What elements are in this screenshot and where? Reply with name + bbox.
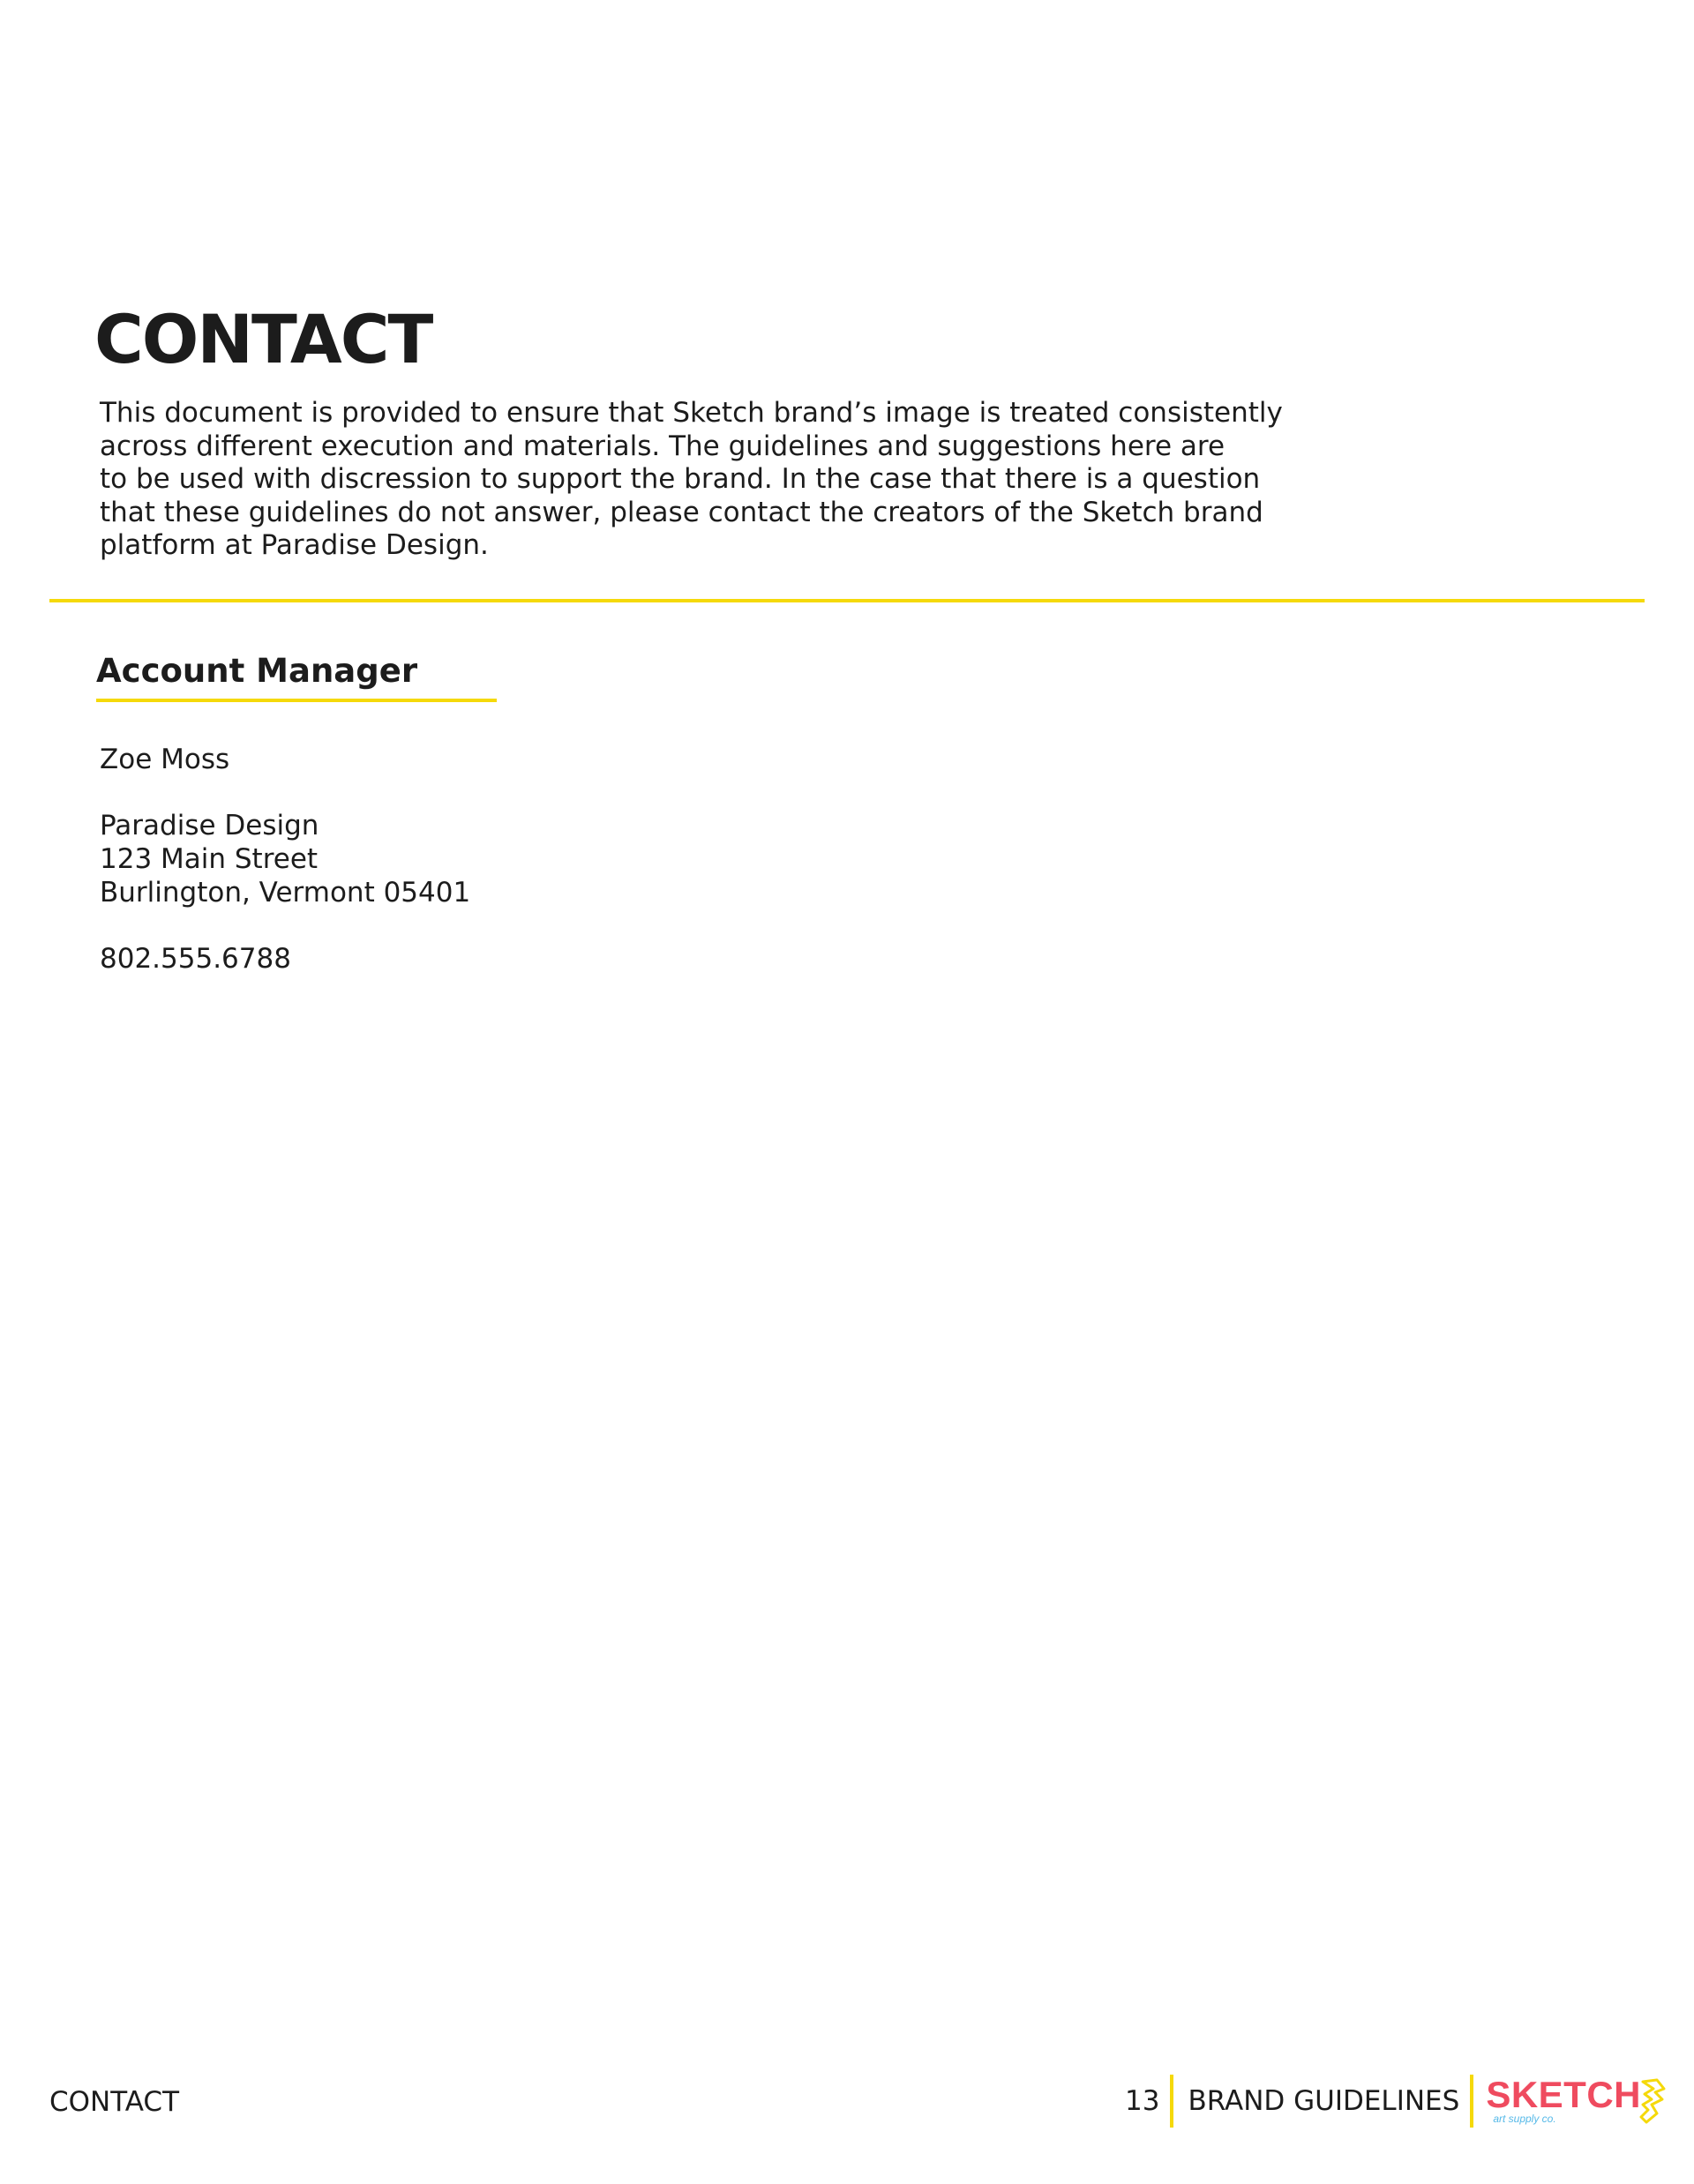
sketch-logo [1473, 2073, 1641, 2129]
page-number: 13 [1125, 2085, 1160, 2117]
footer-divider [1170, 2075, 1173, 2128]
intro-line: across different execution and materials. The guidelines and suggestions here are [100, 430, 1226, 462]
account-manager-heading: Account Manager [96, 652, 418, 690]
contact-company: Paradise Design [100, 810, 319, 841]
intro-paragraph [100, 397, 1353, 563]
heading-underline [96, 699, 497, 702]
intro-line: that these guidelines do not answer, please contact the creators of the Sketch brand [100, 496, 1263, 528]
intro-line: to be used with discression to support the brand. In the case that there is a question [100, 463, 1261, 495]
intro-line: platform at Paradise Design. [100, 529, 489, 561]
contact-street: 123 Main Street [100, 843, 319, 875]
section-divider [49, 599, 1645, 602]
footer-section-label: CONTACT [49, 2086, 180, 2118]
logo-tagline: art supply co. [1493, 2113, 1556, 2125]
contact-name: Zoe Moss [100, 744, 230, 775]
contact-phone: 802.555.6788 [100, 943, 291, 975]
footer-branding [1125, 2073, 1641, 2129]
pencil-icon [1638, 2078, 1668, 2124]
intro-line: This document is provided to ensure that Sketch brand’s image is treated consistently [100, 397, 1283, 429]
page-title: CONTACT [94, 300, 432, 378]
contact-city: Burlington, Vermont 05401 [100, 877, 471, 909]
document-label: BRAND GUIDELINES [1188, 2085, 1460, 2117]
logo-wordmark: SKETCH [1486, 2074, 1641, 2115]
